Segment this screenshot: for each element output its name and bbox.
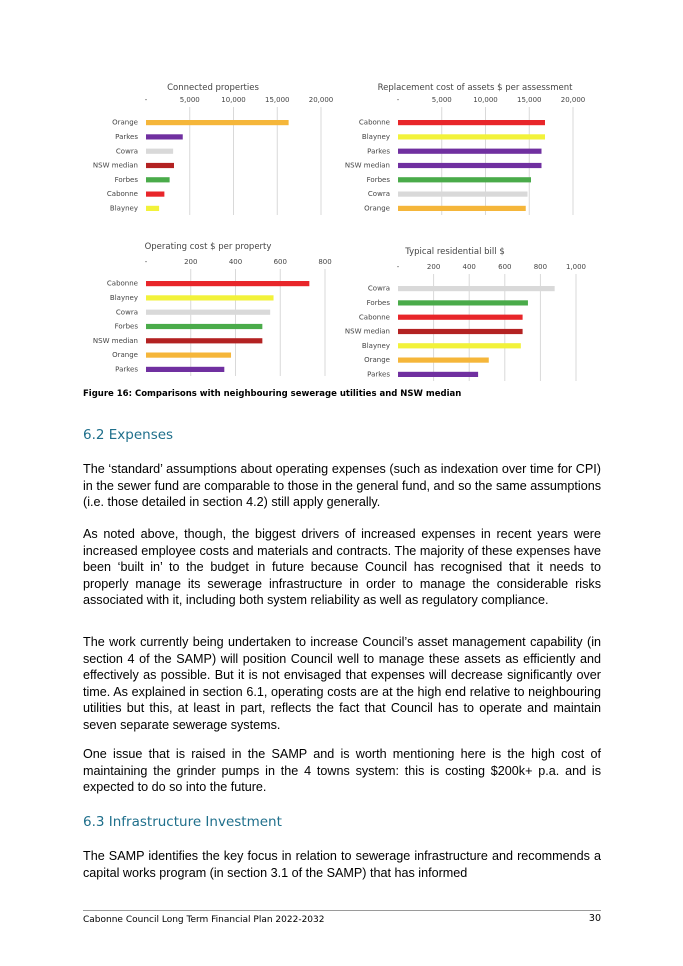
tick-label: - (144, 96, 148, 104)
bar (146, 149, 173, 154)
category-label: Cowra (115, 147, 138, 156)
category-label: NSW median (92, 161, 138, 170)
category-label: NSW median (92, 336, 138, 345)
chart-residential-bill (335, 242, 595, 382)
bar (146, 281, 309, 286)
tick-label: 20,000 (308, 96, 334, 104)
bar (398, 372, 478, 377)
category-label: Cabonne (106, 279, 138, 288)
bar (146, 324, 262, 329)
bar (398, 300, 528, 305)
bar (398, 192, 528, 197)
bar (146, 206, 159, 211)
paragraph: As noted above, though, the biggest drivers of increased expenses in recent years were increased employee costs and materials and contracts. The majority of these expenses have been ‘built in’ to the budget in future because Council has recognised that it needs to properly manage its sewerage infrastructure in order to manage the considerable risks associated with it, including both system reliability as well as regulatory compliance. (83, 527, 601, 608)
category-label: Parkes (367, 370, 390, 379)
bar (146, 163, 174, 168)
chart-title: Operating cost $ per property (144, 242, 272, 252)
category-label: Orange (364, 204, 390, 213)
tick-label: 200 (184, 258, 198, 266)
bar (398, 358, 489, 363)
bar (146, 192, 164, 197)
bar (398, 149, 542, 154)
tick-label: 15,000 (265, 96, 290, 104)
tick-label: 20,000 (560, 96, 586, 104)
bar (146, 353, 231, 358)
tick-label: 5,000 (179, 96, 200, 104)
paragraph: The ‘standard’ assumptions about operating expenses (such as indexation over time for CPI) in the sewer fund are comparable to those in the general fund, and so the same assumptions (i.e. those detailed in section 4.2) still apply generally. (83, 462, 601, 510)
bar (398, 343, 521, 348)
category-label: Cowra (367, 284, 390, 293)
tick-label: 800 (318, 258, 332, 266)
figure-caption: Figure 16: Comparisons with neighbouring sewerage utilities and NSW median (83, 389, 462, 399)
category-label: Parkes (115, 365, 138, 374)
bar (146, 338, 262, 343)
bar (398, 163, 542, 168)
tick-label: 5,000 (431, 96, 452, 104)
page-number: 30 (588, 913, 601, 924)
tick-label: 15,000 (517, 96, 542, 104)
chart-replacement-cost-svg (335, 78, 595, 218)
bar (398, 177, 531, 182)
paragraph: One issue that is raised in the SAMP and is worth mentioning here is the high cost of maintaining the grinder pumps in the 4 towns system: this is costing $200k+ p.a. and is expected to do so into the future. (83, 747, 601, 795)
category-label: Orange (364, 356, 390, 365)
category-label: Blayney (109, 294, 138, 302)
category-label: NSW median (344, 327, 390, 336)
heading-expenses: 6.2 Expenses (83, 427, 174, 443)
category-label: Forbes (114, 322, 138, 331)
category-label: Cabonne (358, 313, 390, 322)
tick-label: 200 (426, 263, 441, 271)
chart-replacement-cost (335, 78, 595, 218)
tick-label: - (396, 96, 400, 104)
bar (398, 315, 523, 320)
tick-label: - (144, 258, 148, 266)
category-label: Blayney (361, 341, 390, 350)
tick-label: - (396, 263, 400, 271)
chart-title: Typical residential bill $ (405, 247, 505, 257)
category-label: Cabonne (106, 190, 138, 199)
chart-connected-properties-svg (83, 78, 338, 218)
tick-label: 400 (228, 258, 243, 266)
tick-label: 10,000 (221, 96, 246, 104)
tick-label: 600 (273, 258, 287, 266)
heading-infrastructure: 6.3 Infrastructure Investment (83, 814, 282, 830)
bar (146, 120, 289, 125)
category-label: Forbes (114, 175, 138, 184)
category-label: Cabonne (358, 118, 390, 127)
tick-label: 10,000 (473, 96, 498, 104)
category-label: Blayney (361, 133, 390, 141)
bar (146, 310, 270, 315)
category-label: Forbes (366, 175, 390, 184)
footer-text: Cabonne Council Long Term Financial Plan 2022-2032 (83, 915, 325, 925)
bar (146, 295, 274, 300)
tick-label: 400 (462, 263, 476, 271)
category-label: Parkes (367, 147, 390, 156)
bar (398, 120, 545, 125)
category-label: Parkes (115, 133, 138, 141)
chart-residential-bill-svg (335, 242, 595, 382)
bar (398, 206, 526, 211)
bar (146, 367, 224, 372)
category-label: Orange (112, 351, 138, 360)
category-label: Cowra (115, 308, 138, 317)
tick-label: 1,000 (565, 263, 587, 271)
bar (146, 177, 170, 182)
paragraph: The SAMP identifies the key focus in relation to sewerage infrastructure and recommends a capital works program (in section 3.1 of the SAMP) that has informed (83, 849, 601, 880)
category-label: NSW median (344, 161, 390, 170)
tick-label: 600 (498, 263, 512, 271)
chart-operating-cost-svg (83, 238, 338, 378)
tick-label: 800 (533, 263, 548, 271)
bar (398, 329, 523, 334)
bar (398, 134, 545, 139)
footer-divider (83, 910, 601, 911)
chart-connected-properties (83, 78, 338, 218)
chart-operating-cost (83, 238, 338, 378)
category-label: Cowra (367, 190, 390, 199)
category-label: Forbes (366, 299, 390, 307)
category-label: Orange (112, 118, 138, 127)
category-label: Blayney (109, 204, 138, 213)
bar (146, 134, 183, 139)
paragraph: The work currently being undertaken to increase Council’s asset management capability (in section 4 of the SAMP) will position Council well to manage these assets as efficiently and effectively as possible. But it is not envisaged that expenses will decrease significantly over time. As explained in section 6.1, operating costs are at the high end relative to neighbouring utilities but this, at least in part, reflects the fact that Council has to operate and maintain seven separate sewerage systems. (83, 635, 601, 732)
chart-title: Replacement cost of assets $ per assessment (377, 83, 573, 93)
chart-title: Connected properties (167, 83, 259, 93)
bar (398, 286, 555, 291)
